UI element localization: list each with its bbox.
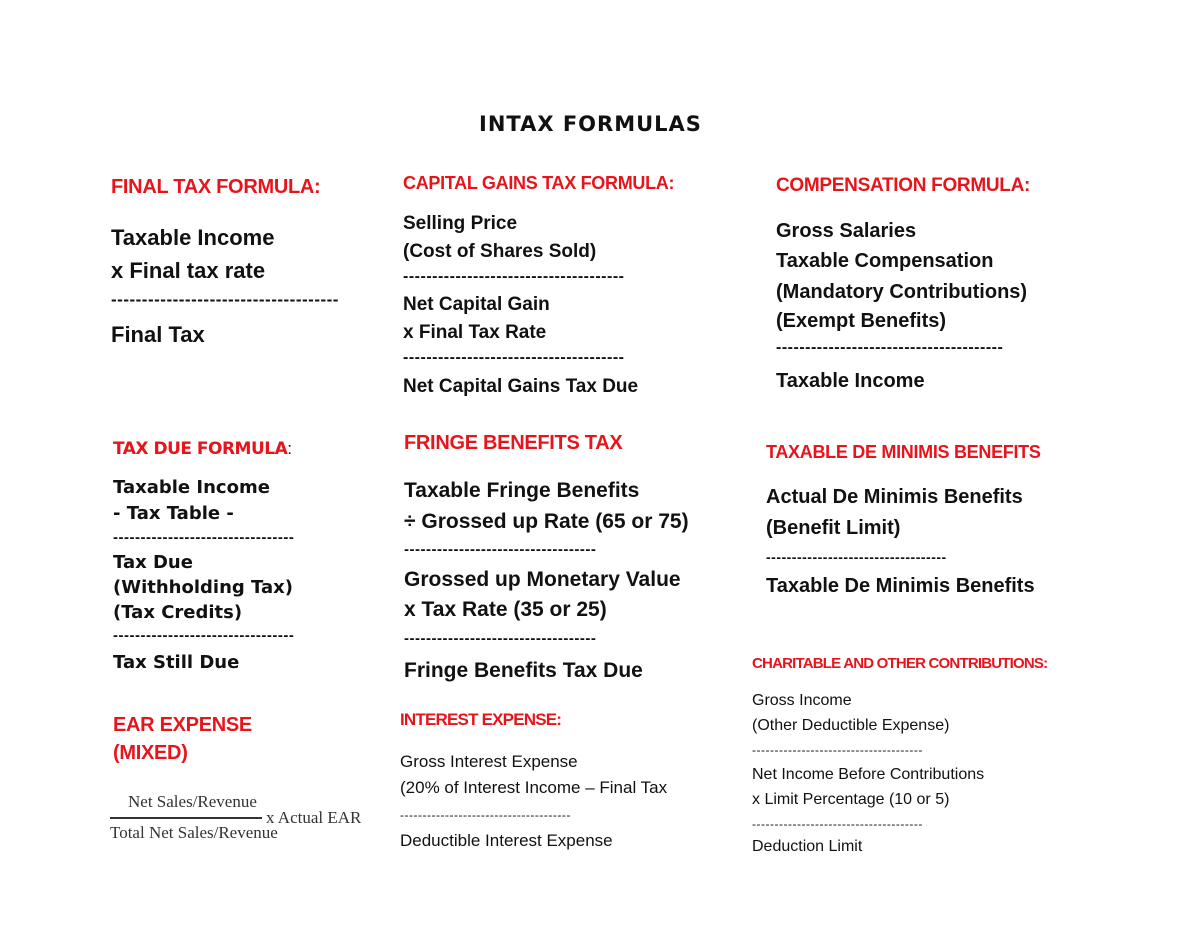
charitable-line-3: Net Income Before Contributions: [752, 766, 985, 783]
compensation-line-3: (Mandatory Contributions): [776, 281, 1028, 303]
interest-result: Deductible Interest Expense: [400, 831, 613, 850]
interest-line-1: Gross Interest Expense: [400, 752, 578, 771]
capital-gains-line-2: (Cost of Shares Sold): [403, 241, 597, 262]
charitable-divider-1: --------------------------------------: [752, 743, 923, 757]
tax-due-divider-2: ---------------------------------: [113, 627, 295, 644]
tax-due-divider-1: ---------------------------------: [113, 529, 295, 546]
tax-due-line-4: (Withholding Tax): [113, 577, 293, 598]
de-minimis-line-2: (Benefit Limit): [766, 517, 901, 539]
compensation-result: Taxable Income: [776, 370, 925, 392]
charitable-line-1: Gross Income: [752, 692, 852, 709]
final-tax-line-2: x Final tax rate: [111, 258, 266, 283]
capital-gains-line-1: Selling Price: [403, 213, 518, 234]
tax-due-colon: :: [287, 439, 293, 458]
ear-multiplier: x Actual EAR: [266, 808, 362, 827]
ear-fraction-bar: [110, 817, 262, 819]
tax-due-line-2: - Tax Table -: [113, 503, 234, 524]
page-title: INTAX FORMULAS: [479, 112, 702, 136]
de-minimis-header: TAXABLE DE MINIMIS BENEFITS: [766, 442, 1041, 462]
fringe-divider-1: -----------------------------------: [404, 541, 597, 558]
compensation-line-2: Taxable Compensation: [776, 250, 994, 272]
final-tax-header: FINAL TAX FORMULA:: [111, 176, 321, 198]
interest-line-2: (20% of Interest Income – Final Tax: [400, 778, 668, 797]
fringe-line-4: x Tax Rate (35 or 25): [404, 598, 607, 621]
compensation-divider: ---------------------------------------: [776, 339, 1004, 356]
tax-due-header-wrap: [113, 439, 292, 459]
tax-due-line-3: Tax Due: [113, 552, 193, 573]
final-tax-result: Final Tax: [111, 322, 205, 347]
charitable-header: CHARITABLE AND OTHER CONTRIBUTIONS:: [752, 655, 1048, 672]
charitable-result: Deduction Limit: [752, 838, 863, 855]
ear-fraction: [110, 790, 362, 860]
de-minimis-result: Taxable De Minimis Benefits: [766, 575, 1035, 597]
fringe-line-2: ÷ Grossed up Rate (65 or 75): [404, 510, 689, 533]
charitable-line-2: (Other Deductible Expense): [752, 717, 950, 734]
fringe-line-3: Grossed up Monetary Value: [404, 568, 681, 591]
interest-header: INTEREST EXPENSE:: [400, 710, 562, 729]
final-tax-line-1: Taxable Income: [111, 225, 275, 250]
fringe-line-1: Taxable Fringe Benefits: [404, 479, 640, 502]
tax-due-line-1: Taxable Income: [113, 477, 270, 498]
de-minimis-line-1: Actual De Minimis Benefits: [766, 486, 1023, 508]
compensation-line-1: Gross Salaries: [776, 220, 917, 242]
capital-gains-divider-2: --------------------------------------: [403, 349, 625, 366]
tax-due-header: TAX DUE FORMULA: [113, 439, 288, 459]
capital-gains-line-4: x Final Tax Rate: [403, 322, 547, 343]
charitable-line-4: x Limit Percentage (10 or 5): [752, 791, 950, 808]
compensation-header: COMPENSATION FORMULA:: [776, 175, 1031, 196]
de-minimis-divider: -----------------------------------: [766, 549, 947, 565]
compensation-line-4: (Exempt Benefits): [776, 310, 947, 332]
fringe-result: Fringe Benefits Tax Due: [404, 659, 643, 682]
tax-due-result: Tax Still Due: [113, 652, 240, 673]
interest-divider: --------------------------------------: [400, 808, 571, 822]
ear-header-line-1: EAR EXPENSE: [113, 714, 252, 736]
ear-denominator: Total Net Sales/Revenue: [110, 823, 278, 842]
fringe-header: FRINGE BENEFITS TAX: [404, 432, 623, 454]
capital-gains-divider-1: --------------------------------------: [403, 268, 625, 285]
fringe-divider-2: -----------------------------------: [404, 630, 597, 647]
capital-gains-header: CAPITAL GAINS TAX FORMULA:: [403, 173, 675, 193]
capital-gains-result: Net Capital Gains Tax Due: [403, 376, 639, 397]
ear-numerator: Net Sales/Revenue: [128, 792, 257, 811]
ear-header-line-2: (MIXED): [113, 742, 188, 764]
capital-gains-line-3: Net Capital Gain: [403, 294, 550, 315]
final-tax-divider: -------------------------------------: [111, 290, 339, 309]
charitable-divider-2: --------------------------------------: [752, 817, 923, 831]
tax-due-line-5: (Tax Credits): [113, 602, 243, 623]
